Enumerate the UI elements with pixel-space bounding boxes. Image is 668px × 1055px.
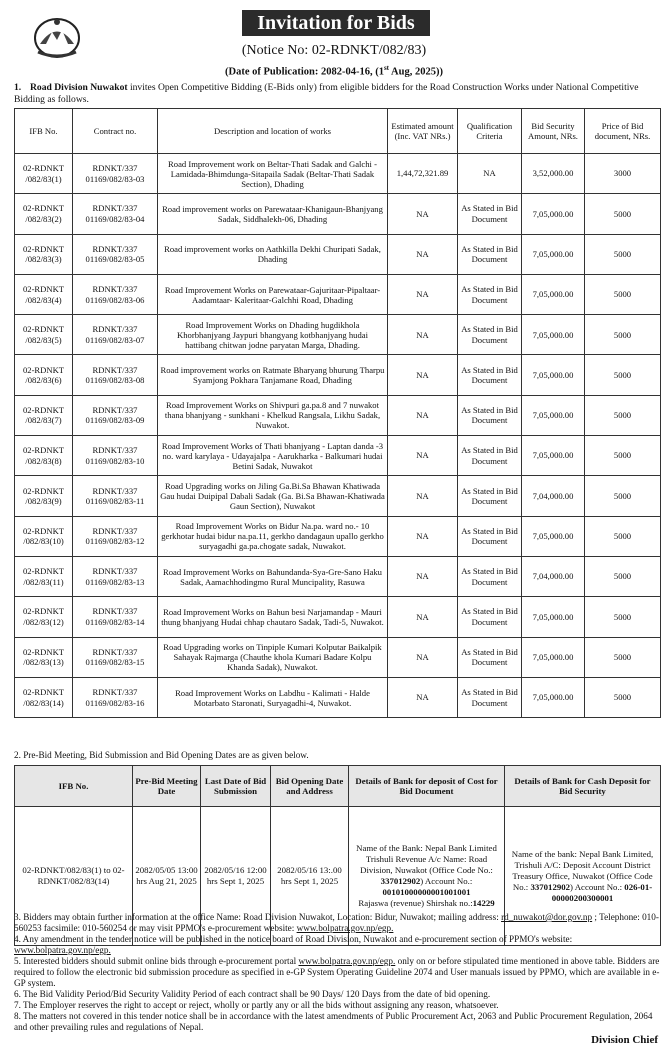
- cell-security: 7,04,000.00: [522, 556, 585, 596]
- cell-ifb: 02-RDNKT /082/83(8): [15, 436, 73, 476]
- cell-desc: Road improvement works on Ratmate Bharyang bhurung Tharpu Syamjong Pokhara Tanjamane Road, Dhading: [158, 355, 388, 395]
- cell-ifb: 02-RDNKT /082/83(12): [15, 597, 73, 637]
- cell-amount: NA: [388, 556, 458, 596]
- cell-criteria: As Stated in Bid Document: [458, 436, 522, 476]
- sched-col-prebid: Pre-Bid Meeting Date: [133, 766, 201, 807]
- table-row: [15, 476, 661, 516]
- cell-desc: Road Improvement Works on Labdhu - Kalimati - Halde Motarbato Staronati, Suryagadhi-4, Nuwakot.: [158, 677, 388, 717]
- cell-desc: Road Improvement Works of Thati bhanjyang - Laptan danda -3 no. ward karylaya - Udayajalpa - Aarukharka - Balkumari hudai Betini Sadak, Nuwakot: [158, 436, 388, 476]
- cell-ifb: 02-RDNKT /082/83(11): [15, 556, 73, 596]
- table-row: [15, 355, 661, 395]
- notice-number: (Notice No: 02-RDNKT/082/83): [241, 43, 427, 58]
- cell-ifb: 02-RDNKT /082/83(10): [15, 516, 73, 556]
- cell-security: 7,04,000.00: [522, 476, 585, 516]
- cell-contract: RDNKT/337 01169/082/83-06: [73, 274, 158, 314]
- cell-security: 7,05,000.00: [522, 637, 585, 677]
- table-row: [15, 274, 661, 314]
- cell-criteria: As Stated in Bid Document: [458, 194, 522, 234]
- website-link[interactable]: www.bolpatra.gov.np/egp.: [298, 956, 396, 966]
- cell-ifb: 02-RDNKT /082/83(1): [15, 154, 73, 194]
- cell-amount: NA: [388, 597, 458, 637]
- cell-amount: NA: [388, 395, 458, 435]
- cell-criteria: As Stated in Bid Document: [458, 556, 522, 596]
- cell-amount: NA: [388, 234, 458, 274]
- sched-submission: 2082/05/16 12:00 hrs Sept 1, 2025: [201, 807, 271, 946]
- cell-amount: NA: [388, 355, 458, 395]
- cell-price: 5000: [585, 436, 661, 476]
- cell-price: 5000: [585, 395, 661, 435]
- note-8: 8. The matters not covered in this tender notice shall be in accordance with the latest amendments of Public Procurement Act, 2063 and Public Procurement Regulation, 2064 and other prevailing rules and regulations of Nepal.: [14, 1011, 653, 1032]
- note-7: 7. The Employer reserves the right to accept or reject, wholly or partly any or all the bids without assigning any reason, whatsoever.: [14, 1000, 499, 1010]
- cell-security: 7,05,000.00: [522, 597, 585, 637]
- cell-amount: NA: [388, 436, 458, 476]
- cell-security: 7,05,000.00: [522, 436, 585, 476]
- cell-security: 7,05,000.00: [522, 395, 585, 435]
- cell-criteria: NA: [458, 154, 522, 194]
- col-ifb: IFB No.: [15, 109, 73, 154]
- table-row: [15, 194, 661, 234]
- cell-desc: Road Upgrading works on Jiling Ga.Bi.Sa Bhawan Khatiwada Gau hudai Duipipal Dabali Sadak (Ga. Bi.Sa Bhawan-Khatiwada Gaun Section), Nuwakot: [158, 476, 388, 516]
- table-row: [15, 436, 661, 476]
- cell-contract: RDNKT/337 01169/082/83-09: [73, 395, 158, 435]
- cell-price: 5000: [585, 677, 661, 717]
- cell-desc: Road Improvement Works on Dhading hugdikhola Khorbhanjyang Jaypuri bhangyang kotbhanjyang hudai hattibang chitwan jodne paryatan Marga, Dhading.: [158, 315, 388, 355]
- cell-amount: 1,44,72,321.89: [388, 154, 458, 194]
- sched-bank-security: Name of the bank: Nepal Bank Limited, Trishuli A/C: Deposit Account District Treasury Office, Nuwakot (Office Code No.: 337012902) Account No.: 026-01-00000200300001: [505, 807, 661, 946]
- cell-ifb: 02-RDNKT /082/83(4): [15, 274, 73, 314]
- cell-ifb: 02-RDNKT /082/83(9): [15, 476, 73, 516]
- schedule-header: [15, 766, 661, 807]
- sched-prebid: 2082/05/05 13:00 hrs Aug 21, 2025: [133, 807, 201, 946]
- col-description: Description and location of works: [158, 109, 388, 154]
- cell-security: 7,05,000.00: [522, 516, 585, 556]
- note-3: 3. Bidders may obtain further information at the office Name: Road Division Nuwakot, Location: Bidur, Nuwakot; mailing address: rd_nuwakot@dor.gov.np ; Telephone: 010-560253 facsimile: 010-560254 or may visit PPMO's e-procurement website: www.bolpatra.gov.np/egp.: [14, 912, 659, 933]
- cell-criteria: As Stated in Bid Document: [458, 395, 522, 435]
- table-row: [15, 556, 661, 596]
- cell-security: 7,05,000.00: [522, 194, 585, 234]
- cell-price: 5000: [585, 355, 661, 395]
- col-price: Price of Bid document, NRs.: [585, 109, 661, 154]
- note-6: 6. The Bid Validity Period/Bid Security Validity Period of each contract shall be 90 Days/ 120 Days from the date of bid opening.: [14, 989, 491, 999]
- cell-criteria: As Stated in Bid Document: [458, 597, 522, 637]
- cell-ifb: 02-RDNKT /082/83(7): [15, 395, 73, 435]
- cell-contract: RDNKT/337 01169/082/83-07: [73, 315, 158, 355]
- cell-ifb: 02-RDNKT /082/83(3): [15, 234, 73, 274]
- table-row: [15, 395, 661, 435]
- sched-col-submission: Last Date of Bid Submission: [201, 766, 271, 807]
- table-row: [15, 677, 661, 717]
- table-row: [15, 315, 661, 355]
- cell-ifb: 02-RDNKT /082/83(2): [15, 194, 73, 234]
- cell-contract: RDNKT/337 01169/082/83-05: [73, 234, 158, 274]
- cell-security: 3,52,000.00: [522, 154, 585, 194]
- cell-price: 5000: [585, 315, 661, 355]
- cell-price: 5000: [585, 476, 661, 516]
- page-title: Invitation for Bids: [242, 10, 430, 36]
- cell-criteria: As Stated in Bid Document: [458, 234, 522, 274]
- col-security: Bid Security Amount, NRs.: [522, 109, 585, 154]
- sched-col-bank-doc: Details of Bank for deposit of Cost for Bid Document: [349, 766, 505, 807]
- col-contract: Contract no.: [73, 109, 158, 154]
- cell-desc: Road Improvement Works on Bidur Na.pa. ward no.- 10 gerkhotar hudai bidur na.pa.11, gerkho dandagaun upallo gerkho suryagadhi ga.pa.chogate sadak, Nuwakot.: [158, 516, 388, 556]
- website-link[interactable]: www.bolpatra.gov.np/egp.: [296, 923, 394, 933]
- cell-amount: NA: [388, 194, 458, 234]
- cell-security: 7,05,000.00: [522, 677, 585, 717]
- cell-contract: RDNKT/337 01169/082/83-15: [73, 637, 158, 677]
- table-row: [15, 637, 661, 677]
- sched-col-bank-security: Details of Bank for Cash Deposit for Bid Security: [505, 766, 661, 807]
- cell-price: 5000: [585, 556, 661, 596]
- cell-amount: NA: [388, 476, 458, 516]
- cell-criteria: As Stated in Bid Document: [458, 315, 522, 355]
- cell-security: 7,05,000.00: [522, 234, 585, 274]
- works-table-header: [15, 109, 661, 154]
- cell-contract: RDNKT/337 01169/082/83-10: [73, 436, 158, 476]
- cell-criteria: As Stated in Bid Document: [458, 637, 522, 677]
- cell-price: 5000: [585, 194, 661, 234]
- table-row: [15, 154, 661, 194]
- cell-desc: Road Improvement Works on Shivpuri ga.pa.8 and 7 nuwakot thana bhanjyang - sunkhani - Khelkud Rangsala, Likhu Sadak, Nuwakot.: [158, 395, 388, 435]
- cell-criteria: As Stated in Bid Document: [458, 355, 522, 395]
- publication-date: (Date of Publication: 2082-04-16, (1st Aug, 2025)): [225, 64, 443, 78]
- cell-ifb: 02-RDNKT /082/83(6): [15, 355, 73, 395]
- sched-col-opening: Bid Opening Date and Address: [271, 766, 349, 807]
- cell-price: 5000: [585, 597, 661, 637]
- sched-opening: 2082/05/16 13:.00 hrs Sept 1, 2025: [271, 807, 349, 946]
- cell-criteria: As Stated in Bid Document: [458, 516, 522, 556]
- cell-ifb: 02-RDNKT /082/83(13): [15, 637, 73, 677]
- cell-ifb: 02-RDNKT /082/83(14): [15, 677, 73, 717]
- cell-security: 7,05,000.00: [522, 315, 585, 355]
- col-criteria: Qualification Criteria: [458, 109, 522, 154]
- cell-contract: RDNKT/337 01169/082/83-04: [73, 194, 158, 234]
- cell-desc: Road Improvement Works on Parewataar-Gajuritaar-Pipaltaar-Aadamtaar- Kaleritaar-Galchhi Road, Dhading: [158, 274, 388, 314]
- cell-contract: RDNKT/337 01169/082/83-08: [73, 355, 158, 395]
- sched-ifb: 02-RDNKT/082/83(1) to 02-RDNKT/082/83(14): [15, 807, 133, 946]
- sched-bank-doc: Name of the Bank: Nepal Bank Limited Trishuli Revenue A/c Name: Road Division, Nuwakot (Office Code No.: 337012902) Account No.: 00101000000001001001 Rajaswa (revenue) Shirshak no.:14229: [349, 807, 505, 946]
- cell-criteria: As Stated in Bid Document: [458, 274, 522, 314]
- cell-desc: Road Improvement Works on Bahun besi Narjamandap - Mauri thung bhanjyang Hudai chhap chautaro Sadak, Tadi-5, Nuwakot.: [158, 597, 388, 637]
- table-row: [15, 516, 661, 556]
- note-4: 4. Any amendment in the tender notice will be published in the notice board of Road Division, Nuwakot and e-procurement section of PPMO's website: www.bolpatra.gov.np/egp.: [14, 934, 573, 955]
- cell-price: 3000: [585, 154, 661, 194]
- cell-desc: Road Improvement work on Beltar-Thati Sadak and Galchi -Lamidada-Bhimdunga-Sitapaila Sadak (Beltar-Thati Sadak Section), Dhading: [158, 154, 388, 194]
- table-row: [15, 597, 661, 637]
- intro-paragraph: 1. Road Division Nuwakot invites Open Competitive Bidding (E-Bids only) from eligible bidders for the Road Construction Works under National Competitive Bidding as follows.: [14, 82, 639, 105]
- cell-security: 7,05,000.00: [522, 274, 585, 314]
- office-name: Road Division Nuwakot: [30, 82, 128, 93]
- sched-col-ifb: IFB No.: [15, 766, 133, 807]
- cell-contract: RDNKT/337 01169/082/83-03: [73, 154, 158, 194]
- note-5: 5. Interested bidders should submit online bids through e-procurement portal www.bolpatra.gov.np/egp. only on or before stipulated time mentioned in above table. Bidders are required to follow the electronic bid submission procedure as specified in e-GP System Operating Guideline 2074 and User manuals issued by PPMO, which are available in e-GP system.: [14, 956, 660, 988]
- cell-price: 5000: [585, 234, 661, 274]
- cell-security: 7,05,000.00: [522, 355, 585, 395]
- signature-title: Division Chief: [591, 1034, 658, 1046]
- cell-contract: RDNKT/337 01169/082/83-16: [73, 677, 158, 717]
- email-link[interactable]: rd_nuwakot@dor.gov.np: [501, 912, 593, 922]
- cell-desc: Road improvement works on Parewataar-Khanigaun-Bhanjyang Sadak, Siddhalekh-06, Dhading: [158, 194, 388, 234]
- cell-amount: NA: [388, 637, 458, 677]
- cell-desc: Road improvement works on Aathkilla Dekhi Churipati Sadak, Dhading: [158, 234, 388, 274]
- cell-ifb: 02-RDNKT /082/83(5): [15, 315, 73, 355]
- cell-price: 5000: [585, 274, 661, 314]
- table-row: [15, 234, 661, 274]
- cell-desc: Road Upgrading works on Tinpiple Kumari Kolputar Baikalpik Sahayak Rajmarga (Chauthe khola Kumari Badare Kolpu Khanda Sadak), Nuwakot.: [158, 637, 388, 677]
- website-link[interactable]: www.bolpatra.gov.np/egp.: [14, 945, 111, 955]
- cell-price: 5000: [585, 516, 661, 556]
- cell-amount: NA: [388, 315, 458, 355]
- cell-contract: RDNKT/337 01169/082/83-14: [73, 597, 158, 637]
- works-table: [14, 108, 661, 718]
- col-amount: Estimated amount (Inc. VAT NRs.): [388, 109, 458, 154]
- cell-amount: NA: [388, 516, 458, 556]
- cell-amount: NA: [388, 274, 458, 314]
- cell-contract: RDNKT/337 01169/082/83-12: [73, 516, 158, 556]
- cell-contract: RDNKT/337 01169/082/83-11: [73, 476, 158, 516]
- section2-heading: 2. Pre-Bid Meeting, Bid Submission and Bid Opening Dates are as given below.: [14, 750, 309, 760]
- cell-price: 5000: [585, 637, 661, 677]
- cell-desc: Road Improvement Works on Bahundanda-Sya-Gre-Sano Haku Sadak, Aamachhodingmo Rural Muncipality, Rasuwa: [158, 556, 388, 596]
- cell-amount: NA: [388, 677, 458, 717]
- cell-criteria: As Stated in Bid Document: [458, 476, 522, 516]
- cell-criteria: As Stated in Bid Document: [458, 677, 522, 717]
- cell-contract: RDNKT/337 01169/082/83-13: [73, 556, 158, 596]
- notes-list: [14, 912, 660, 1033]
